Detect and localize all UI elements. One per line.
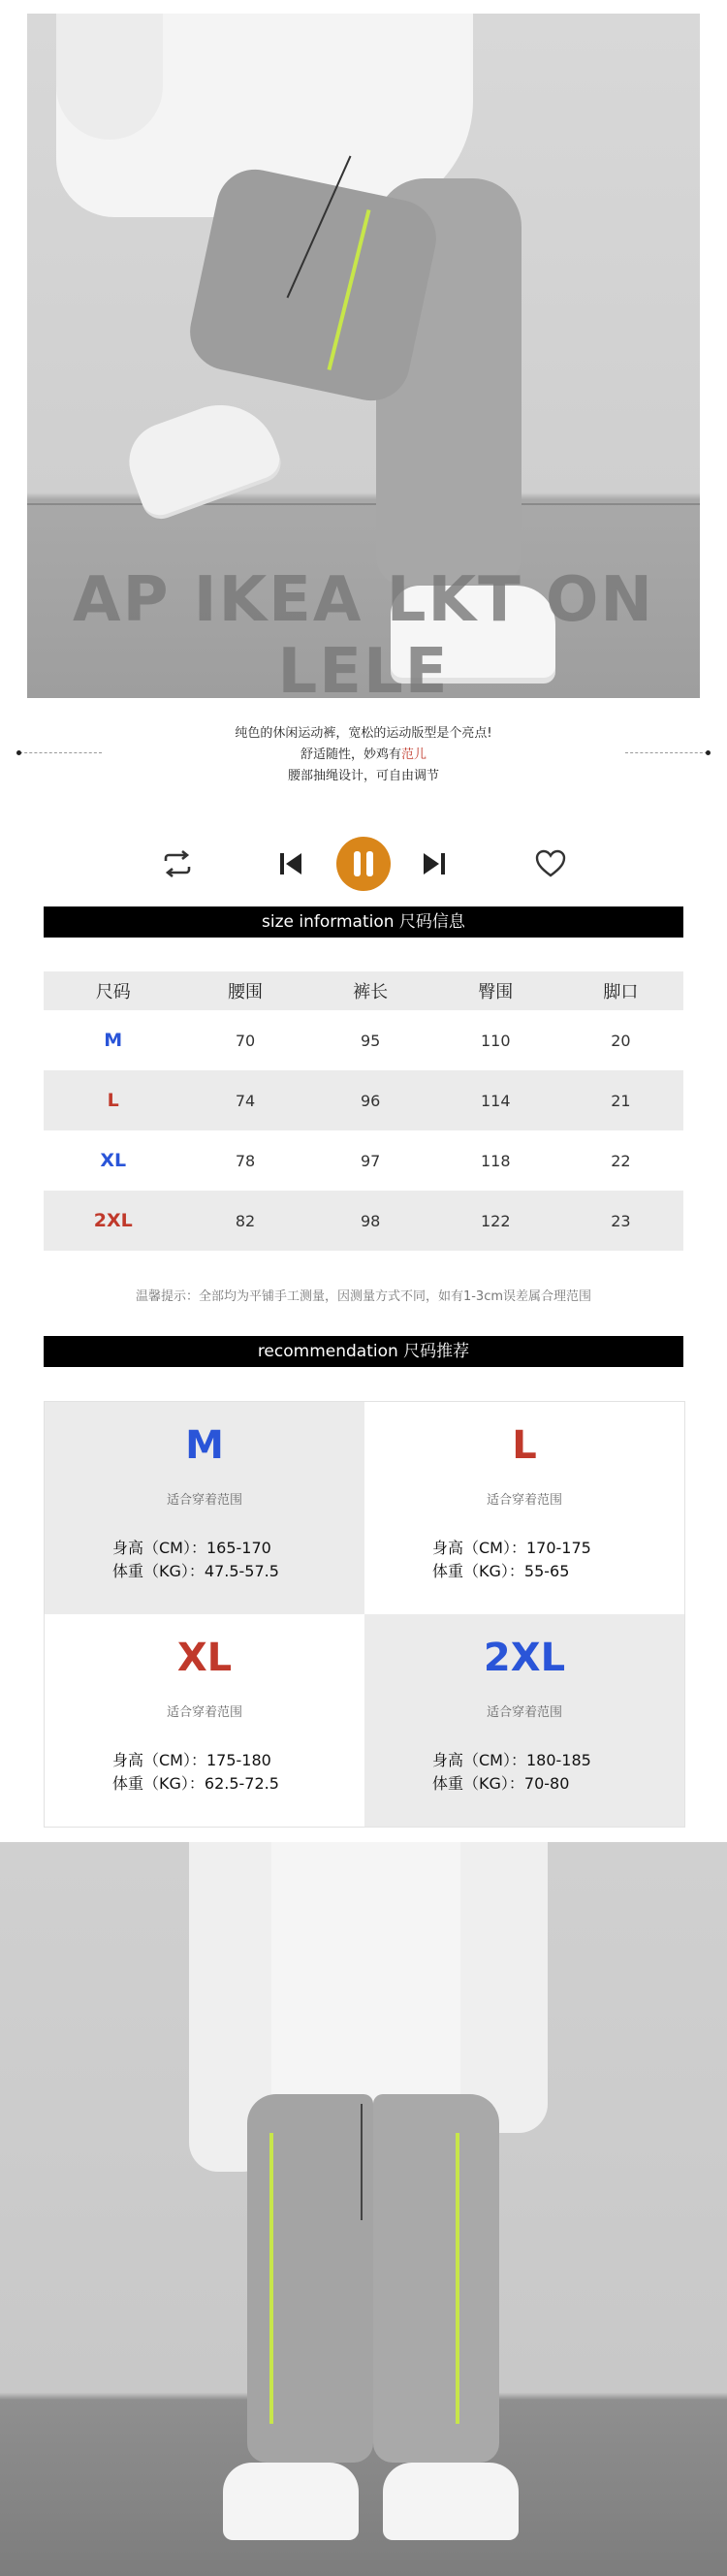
rec-size-label: M	[185, 1423, 224, 1468]
length-cell: 96	[308, 1070, 433, 1130]
sneaker-left	[223, 2463, 359, 2540]
recommendation-card-2xl	[364, 1614, 684, 1827]
pause-button[interactable]	[333, 834, 394, 894]
hip-cell: 110	[481, 1031, 511, 1050]
rec-weight: 体重（KG）：47.5-57.5	[112, 1562, 279, 1580]
header-hem: 脚口	[558, 971, 683, 1010]
rec-weight: 体重（KG）：55-65	[432, 1562, 570, 1580]
rec-height: 身高（CM）：170-175	[432, 1539, 591, 1557]
size-cell: M	[104, 1030, 123, 1051]
size-cell: L	[44, 1070, 182, 1130]
waist-cell: 74	[182, 1070, 307, 1130]
recommendation-grid	[44, 1401, 685, 1828]
neon-side-stripe	[456, 2133, 459, 2424]
rec-weight: 体重（KG）：70-80	[432, 1774, 570, 1793]
repeat-button[interactable]	[153, 834, 202, 894]
sneaker-right	[383, 2463, 519, 2540]
table-row	[44, 1130, 683, 1191]
description-line-3: 腰部抽绳设计，可自由调节	[287, 769, 439, 783]
rec-caption: 适合穿着范围	[166, 1705, 242, 1720]
floor-line	[27, 503, 700, 505]
pant-leg-right	[373, 2094, 499, 2463]
rec-weight: 体重（KG）：62.5-72.5	[112, 1774, 279, 1793]
like-button[interactable]	[529, 834, 572, 894]
description-line-2-accent: 范儿	[401, 747, 427, 762]
recommendation-card-xl	[45, 1614, 364, 1827]
description-line-1: 纯色的休闲运动裤，宽松的运动版型是个亮点!	[235, 726, 492, 741]
sneaker-raised	[118, 389, 285, 521]
hip-cell: 118	[481, 1151, 511, 1170]
waist-cell: 70	[235, 1031, 256, 1050]
size-table	[44, 971, 683, 1251]
description-line-2-text: 舒适随性，妙鸡有	[300, 747, 401, 762]
table-row	[44, 1010, 683, 1070]
size-table-header	[44, 971, 683, 1010]
previous-button[interactable]	[271, 834, 310, 894]
table-row	[44, 1191, 683, 1251]
header-size: 尺码	[44, 971, 182, 1010]
waist-cell: 82	[182, 1191, 307, 1251]
header-hip: 臀围	[433, 971, 558, 1010]
length-cell: 98	[308, 1191, 433, 1251]
rec-caption: 适合穿着范围	[486, 1493, 562, 1508]
hem-cell: 22	[611, 1151, 631, 1170]
hip-cell: 122	[433, 1191, 558, 1251]
size-cell: 2XL	[44, 1191, 182, 1251]
pant-leg-left	[247, 2094, 373, 2463]
description-line-2	[0, 744, 727, 762]
brand-watermark: AP IKEA LKT ON LELE	[73, 564, 654, 698]
hero-product-photo	[27, 14, 700, 698]
previous-icon	[277, 849, 304, 878]
hem-cell: 21	[558, 1070, 683, 1130]
rec-height: 身高（CM）：175-180	[112, 1751, 271, 1769]
rec-height: 身高（CM）：165-170	[112, 1539, 271, 1557]
rec-caption: 适合穿着范围	[486, 1705, 562, 1720]
next-button[interactable]	[415, 834, 454, 894]
hem-cell: 20	[611, 1031, 631, 1050]
header-length: 裤长	[308, 971, 433, 1010]
length-cell: 97	[360, 1151, 381, 1170]
drawstring-cord	[361, 2104, 363, 2220]
hem-cell: 23	[558, 1191, 683, 1251]
length-cell: 95	[360, 1031, 381, 1050]
hip-cell: 114	[433, 1070, 558, 1130]
size-info-banner: size information 尺码信息	[44, 906, 683, 938]
measurement-note: 温馨提示：全部均为平铺手工测量，因测量方式不同，如有1-3cm误差属合理范围	[135, 1289, 592, 1304]
neon-side-stripe	[269, 2133, 273, 2424]
header-waist: 腰围	[182, 971, 307, 1010]
recommendation-card-l	[364, 1402, 684, 1614]
table-row	[44, 1070, 683, 1130]
model-full-body-photo	[0, 1842, 727, 2576]
repeat-icon	[161, 849, 194, 878]
heart-icon	[535, 849, 566, 878]
rec-size-label: L	[512, 1423, 537, 1468]
waist-cell: 78	[235, 1151, 256, 1170]
size-cell: XL	[100, 1150, 127, 1171]
pause-icon	[335, 836, 392, 892]
shirt-sleeve-right	[460, 1842, 548, 2133]
recommendation-card-m	[45, 1402, 364, 1614]
rec-size-label: 2XL	[483, 1636, 566, 1680]
next-icon	[421, 849, 448, 878]
music-player-bar	[0, 834, 727, 894]
recommendation-banner: recommendation 尺码推荐	[44, 1336, 683, 1367]
shirt-sleeve	[56, 14, 163, 140]
rec-size-label: XL	[176, 1636, 233, 1680]
rec-caption: 适合穿着范围	[166, 1493, 242, 1508]
rec-height: 身高（CM）：180-185	[432, 1751, 591, 1769]
